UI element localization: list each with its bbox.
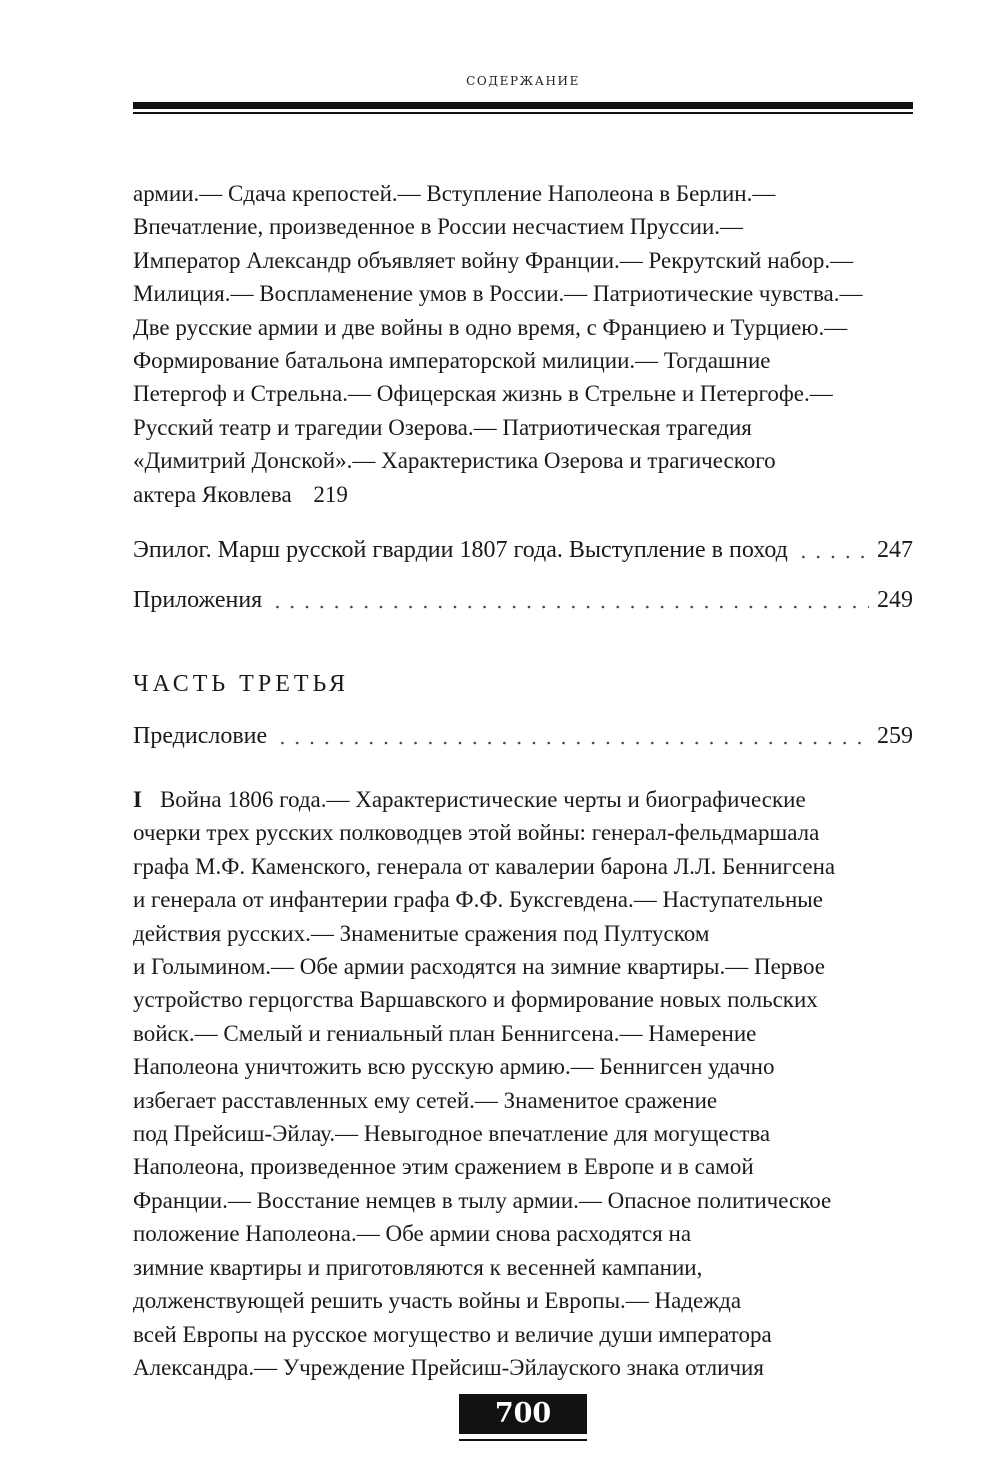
header-rule-thin xyxy=(133,112,913,114)
entry-line: зимние квартиры и приготовляются к весенней кампании, xyxy=(133,1254,703,1280)
entry-title: Предисловие xyxy=(133,723,268,749)
toc-entry-chapter-1 xyxy=(133,783,913,1384)
page-number-footer: 700 xyxy=(459,1394,587,1434)
running-head: СОДЕРЖАНИЕ xyxy=(466,74,580,88)
entry-line: и генерала от инфантерии графа Ф.Ф. Буксгевдена.— Наступательные xyxy=(133,887,823,913)
entry-line: положение Наполеона.— Обе армии снова расходятся на xyxy=(133,1221,692,1247)
dot-leader xyxy=(270,586,869,610)
entry-line: Формирование батальона императорской милиции.— Тогдашние xyxy=(133,348,771,374)
entry-title: Приложения xyxy=(133,587,263,613)
page-number: 259 xyxy=(877,723,913,749)
entry-line: Впечатление, произведенное в России несчастием Пруссии.— xyxy=(133,214,744,240)
toc-entry-continued xyxy=(133,177,913,511)
toc-entry-preface xyxy=(133,719,913,750)
page-number: 219 xyxy=(313,481,348,507)
entry-line: всей Европы на русское могущество и величие души императора xyxy=(133,1321,772,1347)
entry-line: избегает расставленных ему сетей.— Знаменитое сражение xyxy=(133,1087,718,1113)
header-rule-thick xyxy=(133,102,913,109)
entry-line: Русский театр и трагедии Озерова.— Патриотическая трагедия xyxy=(133,414,752,440)
entry-line: Наполеона, произведенное этим сражением в Европе и в самой xyxy=(133,1154,754,1180)
entry-line: Александра.— Учреждение Прейсиш-Эйлауского знака отличия xyxy=(133,1354,764,1380)
chapter-first-line xyxy=(133,783,913,816)
entry-line: действия русских.— Знаменитые сражения под Пултуском xyxy=(133,920,710,946)
entry-line: Война 1806 года.— Характеристические черты и биографические xyxy=(159,787,806,812)
entry-line: устройство герцогства Варшавского и формирование новых польских xyxy=(133,987,818,1013)
entry-line: Две русские армии и две войны в одно время, с Франциею и Турциею.— xyxy=(133,314,848,340)
toc-entry-appendix xyxy=(133,583,913,614)
entry-line: Император Александр объявляет войну Франции.— Рекрутский набор.— xyxy=(133,247,854,273)
part-heading: ЧАСТЬ ТРЕТЬЯ xyxy=(133,671,350,697)
entry-line: под Прейсиш-Эйлау.— Невыгодное впечатление для могущества xyxy=(133,1121,771,1147)
entry-line: армии.— Сдача крепостей.— Вступление Наполеона в Берлин.— xyxy=(133,181,776,206)
entry-line: очерки трех русских полководцев этой войны: генерал-фельдмаршала xyxy=(133,820,820,846)
entry-line: Милиция.— Воспламенение умов в России.— Патриотические чувства.— xyxy=(133,281,863,307)
dot-leader xyxy=(275,722,869,746)
entry-line: войск.— Смелый и гениальный план Беннигсена.— Намерение xyxy=(133,1020,757,1046)
toc-entry-epilogue xyxy=(133,533,913,564)
page-number: 247 xyxy=(877,537,913,563)
entry-last-text: актера Яковлева xyxy=(133,481,292,507)
entry-line: Петергоф и Стрельна.— Офицерская жизнь в Стрельне и Петергофе.— xyxy=(133,381,833,407)
entry-line: графа М.Ф. Каменского, генерала от кавалерии барона Л.Л. Беннигсена xyxy=(133,853,836,879)
entry-line: Наполеона уничтожить всю русскую армию.— Беннигсен удачно xyxy=(133,1054,775,1080)
entry-title: Эпилог. Марш русской гвардии 1807 года. Выступление в поход xyxy=(133,537,788,563)
entry-line: Франции.— Восстание немцев в тылу армии.— Опасное политическое xyxy=(133,1187,832,1213)
page-number: 249 xyxy=(877,587,913,613)
dot-leader xyxy=(796,536,869,560)
entry-line: и Голымином.— Обе армии расходятся на зимние квартиры.— Первое xyxy=(133,954,825,980)
footer-rule xyxy=(459,1439,587,1441)
entry-line: долженствующей решить участь войны и Европы.— Надежда xyxy=(133,1288,742,1314)
entry-last-line xyxy=(133,478,913,511)
entry-line: «Димитрий Донской».— Характеристика Озерова и трагического xyxy=(133,448,776,474)
chapter-number: I xyxy=(133,787,142,812)
